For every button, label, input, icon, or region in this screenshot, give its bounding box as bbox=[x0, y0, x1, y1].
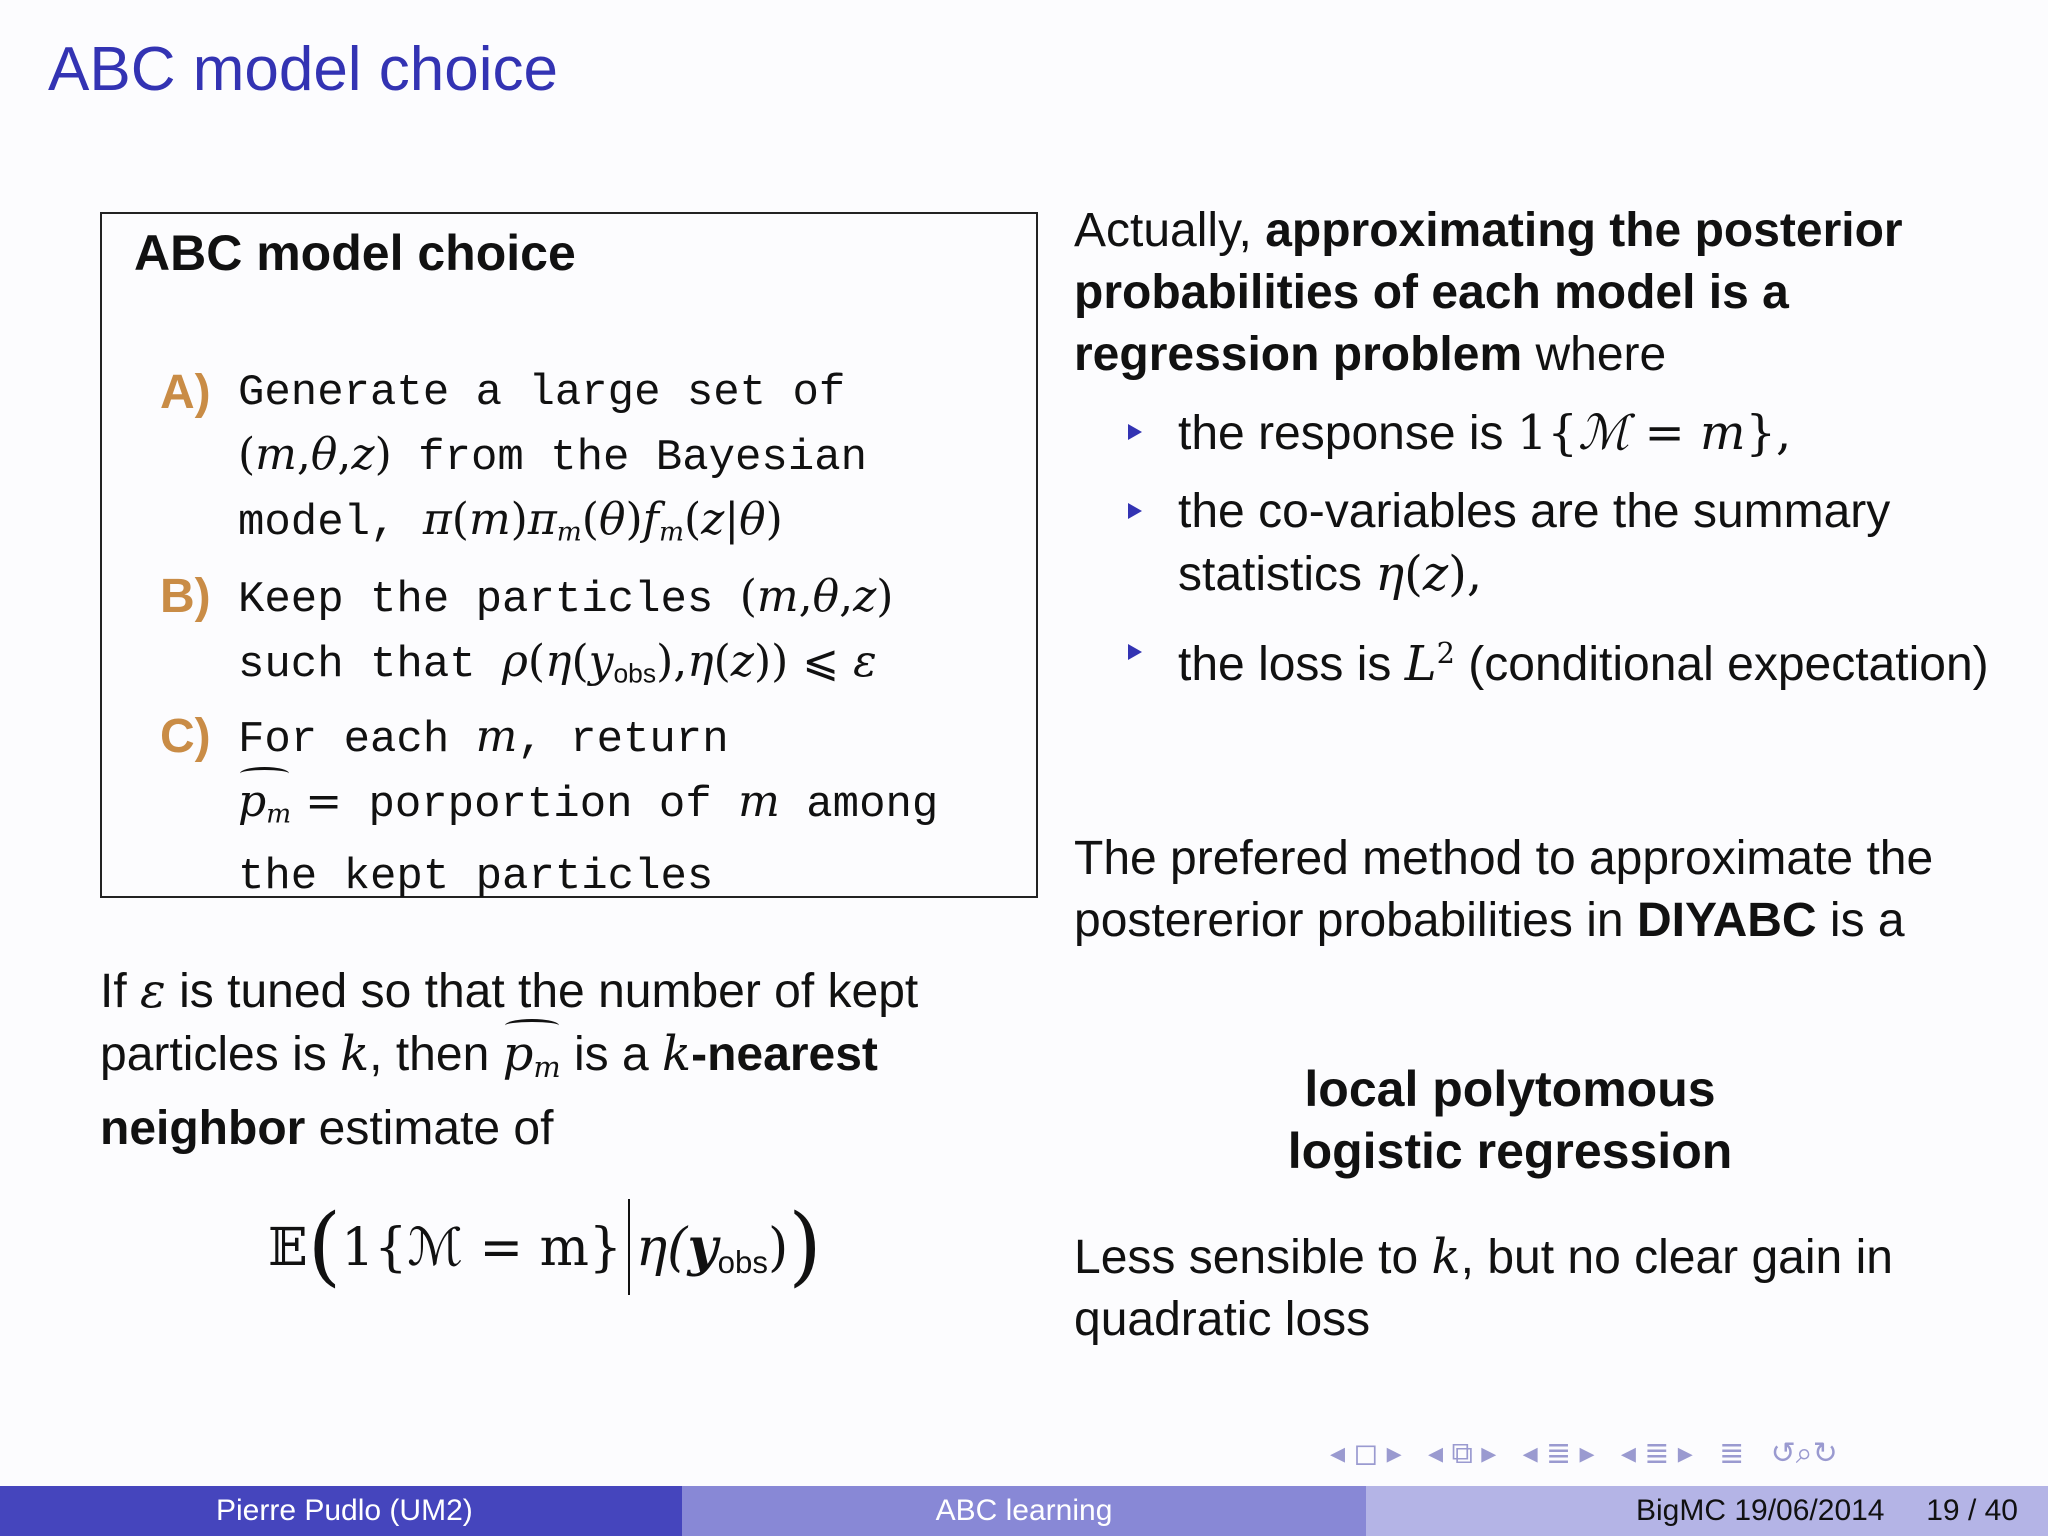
bullet-icon bbox=[1128, 503, 1142, 519]
bullet-item bbox=[1128, 402, 1998, 465]
box-title: ABC model choice bbox=[134, 225, 576, 281]
algorithm-box bbox=[100, 212, 1038, 902]
less-sensible-paragraph: Less sensible to k, but no clear gain in quadratic loss bbox=[1074, 1229, 1893, 1346]
method-paragraph bbox=[1074, 828, 1974, 952]
footer-title-section bbox=[682, 1486, 1366, 1536]
step-letter: A) bbox=[160, 366, 211, 419]
footer-page-number: 19 / 40 bbox=[1926, 1494, 2018, 1527]
step-line: Generate a large set of bbox=[238, 368, 846, 418]
bullet-text: the response is 1{ℳ = m}, bbox=[1178, 405, 1792, 461]
step-letter: C) bbox=[160, 710, 211, 763]
beamer-navigation[interactable] bbox=[1330, 1436, 1856, 1476]
nav-doc-icon[interactable]: ◂ ≣ ▸ bbox=[1620, 1437, 1693, 1470]
text: is a bbox=[1816, 894, 1905, 947]
nav-frame-prev-icon[interactable]: ◂ ◻ ▸ bbox=[1330, 1437, 1402, 1470]
step-line: For each m, return bbox=[238, 711, 729, 765]
bullet-icon bbox=[1128, 424, 1142, 440]
text: If bbox=[100, 965, 141, 1018]
step-text bbox=[238, 706, 938, 908]
close-paren: ) bbox=[767, 1218, 789, 1278]
p-symbol: p bbox=[502, 1026, 534, 1082]
nav-subsection-icon[interactable]: ◂ ⧉ ▸ bbox=[1428, 1437, 1497, 1470]
pm-hat-symbol bbox=[503, 1023, 561, 1098]
footer-talk-title: ABC learning bbox=[935, 1494, 1113, 1527]
m-subscript: m bbox=[533, 1050, 561, 1085]
slide-title: ABC model choice bbox=[48, 35, 559, 104]
knn-paragraph bbox=[100, 960, 1020, 1160]
footer-date-section bbox=[1366, 1486, 2048, 1536]
footer-author-section bbox=[0, 1486, 682, 1536]
epsilon-symbol: ε bbox=[140, 963, 166, 1019]
obs-subscript: obs bbox=[717, 1244, 768, 1280]
bullet-icon bbox=[1128, 644, 1142, 660]
step-line: model, $\pi(m)\pi_m(\theta)f_m(z|\theta)$ bbox=[238, 494, 783, 548]
footer-author: Pierre Pudlo (UM2) bbox=[216, 1494, 473, 1527]
text: where bbox=[1522, 328, 1667, 381]
footer-bar bbox=[0, 1486, 2048, 1536]
step-text bbox=[238, 362, 867, 564]
text: estimate of bbox=[305, 1102, 554, 1156]
footer-date: BigMC 19/06/2014 bbox=[1636, 1494, 1885, 1527]
step-letter: B) bbox=[160, 570, 211, 623]
step-line: (m,θ,z) from the Bayesian bbox=[238, 429, 868, 483]
bold-text: DIYABC bbox=[1636, 894, 1817, 947]
method-line: local polytomous bbox=[1304, 1061, 1716, 1117]
bullet-item bbox=[1128, 481, 1998, 606]
regression-intro bbox=[1074, 200, 1974, 386]
bullet-text: the co-variables are the summary statistics η(z), bbox=[1178, 485, 1891, 602]
step-line: such that $\rho(\eta(y_{obs}),\eta(z))$ ⩽ ε bbox=[238, 636, 877, 690]
method-line: logistic regression bbox=[1287, 1123, 1733, 1179]
text: is tuned so that the number of kept particles is bbox=[100, 965, 919, 1081]
indicator: 1{ℳ = m} bbox=[341, 1218, 622, 1278]
nav-section-icon[interactable]: ◂ ≣ ▸ bbox=[1522, 1437, 1595, 1470]
text: Actually, bbox=[1074, 204, 1266, 257]
text: is a bbox=[560, 1028, 663, 1081]
k-symbol: k bbox=[340, 1026, 370, 1082]
bold-text: -nearest neighbor bbox=[100, 1028, 878, 1156]
expectation-symbol: 𝔼 bbox=[268, 1218, 308, 1278]
step-line: $p_m$ = porportion of m among bbox=[238, 771, 938, 846]
expectation-formula: 𝔼(1{ℳ = m} $\eta(y_{obs})$) bbox=[268, 1196, 822, 1296]
method-name bbox=[1074, 1058, 1946, 1182]
text: , then bbox=[369, 1028, 503, 1081]
bold-text: approximating the posterior probabilities of each model is a regression problem bbox=[1074, 204, 1903, 381]
bullet-item bbox=[1128, 622, 1998, 696]
y-symbol: y bbox=[687, 1217, 718, 1278]
nav-align-icon[interactable]: ≣ bbox=[1719, 1437, 1745, 1470]
text: The prefered method to approximate the postererior probabilities in bbox=[1074, 832, 1934, 947]
nav-search-icon[interactable]: ↺⌕↻ bbox=[1770, 1437, 1838, 1470]
step-line: the kept particles bbox=[238, 851, 714, 902]
step-text bbox=[238, 566, 893, 705]
k-symbol: k bbox=[662, 1026, 692, 1082]
eta: η( bbox=[636, 1218, 688, 1278]
bullet-list bbox=[1128, 402, 1998, 712]
step-line: Keep the particles (m,θ,z) bbox=[238, 571, 894, 625]
bullet-text: the loss is $L^2$ (conditional expectation) bbox=[1178, 636, 1989, 692]
